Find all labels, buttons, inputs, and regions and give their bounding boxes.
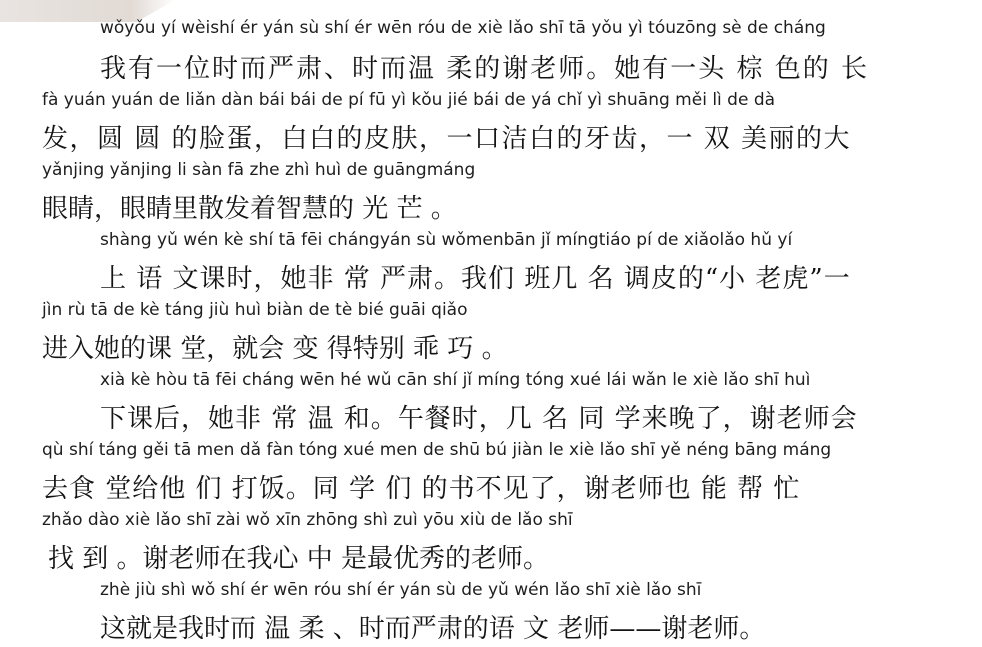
pinyin-line: jìn rù tā de kè táng jiù huì biàn de tè bié guāi qiǎo: [42, 300, 468, 320]
hanzi-line: 我有一位时而严肃、时而温 柔的谢老师。她有一头 棕 色的 长: [100, 54, 870, 84]
hanzi-line: 发，圆 圆 的脸蛋，白白的皮肤，一口洁白的牙齿，一 双 美丽的大: [42, 124, 852, 154]
hanzi-line: 上 语 文课时，她非 常 严肃。我们 班几 名 调皮的“小 老虎”一: [100, 264, 851, 294]
pinyin-line: shàng yǔ wén kè shí tā fēi chángyán sù wǒmenbān jǐ míngtiáo pí de xiǎolǎo hǔ yí: [100, 230, 793, 250]
pinyin-line: qù shí táng gěi tā men dǎ fàn tóng xué men de shū bú jiàn le xiè lǎo shī yě néng bāng máng: [42, 440, 832, 460]
hanzi-line: 下课后，她非 常 温 和。午餐时，几 名 同 学来晚了，谢老师会: [100, 404, 858, 434]
hanzi-line: 眼睛，眼睛里散发着智慧的 光 芒 。: [42, 194, 457, 224]
pinyin-line: zhè jiù shì wǒ shí ér wēn róu shí ér yán sù de yǔ wén lǎo shī xiè lǎo shī: [100, 580, 702, 600]
pinyin-line: yǎnjing yǎnjing li sàn fā zhe zhì huì de guāngmáng: [42, 160, 476, 180]
pinyin-line: xià kè hòu tā fēi cháng wēn hé wǔ cān shí jǐ míng tóng xué lái wǎn le xiè lǎo shī huì: [100, 370, 811, 390]
hanzi-line: 进入她的课 堂，就会 变 得特别 乖 巧 。: [42, 334, 508, 364]
pinyin-line: wǒyǒu yí wèishí ér yán sù shí ér wēn róu de xiè lǎo shī tā yǒu yì tóuzōng sè de cháng: [100, 18, 826, 38]
hanzi-line: 去食 堂给他 们 打饭。同 学 们 的书不见了，谢老师也 能 帮 忙: [42, 474, 801, 504]
pinyin-line: zhǎo dào xiè lǎo shī zài wǒ xīn zhōng shì zuì yōu xiù de lǎo shī: [42, 510, 573, 530]
hanzi-line: 这就是我时而 温 柔 、时而严肃的语 文 老师——谢老师。: [100, 614, 766, 644]
pinyin-line: fà yuán yuán de liǎn dàn bái bái de pí fū yì kǒu jié bái de yá chǐ yì shuāng měi lì de dà: [42, 90, 776, 110]
hanzi-line: 找 到 。谢老师在我心 中 是最优秀的老师。: [48, 544, 550, 574]
